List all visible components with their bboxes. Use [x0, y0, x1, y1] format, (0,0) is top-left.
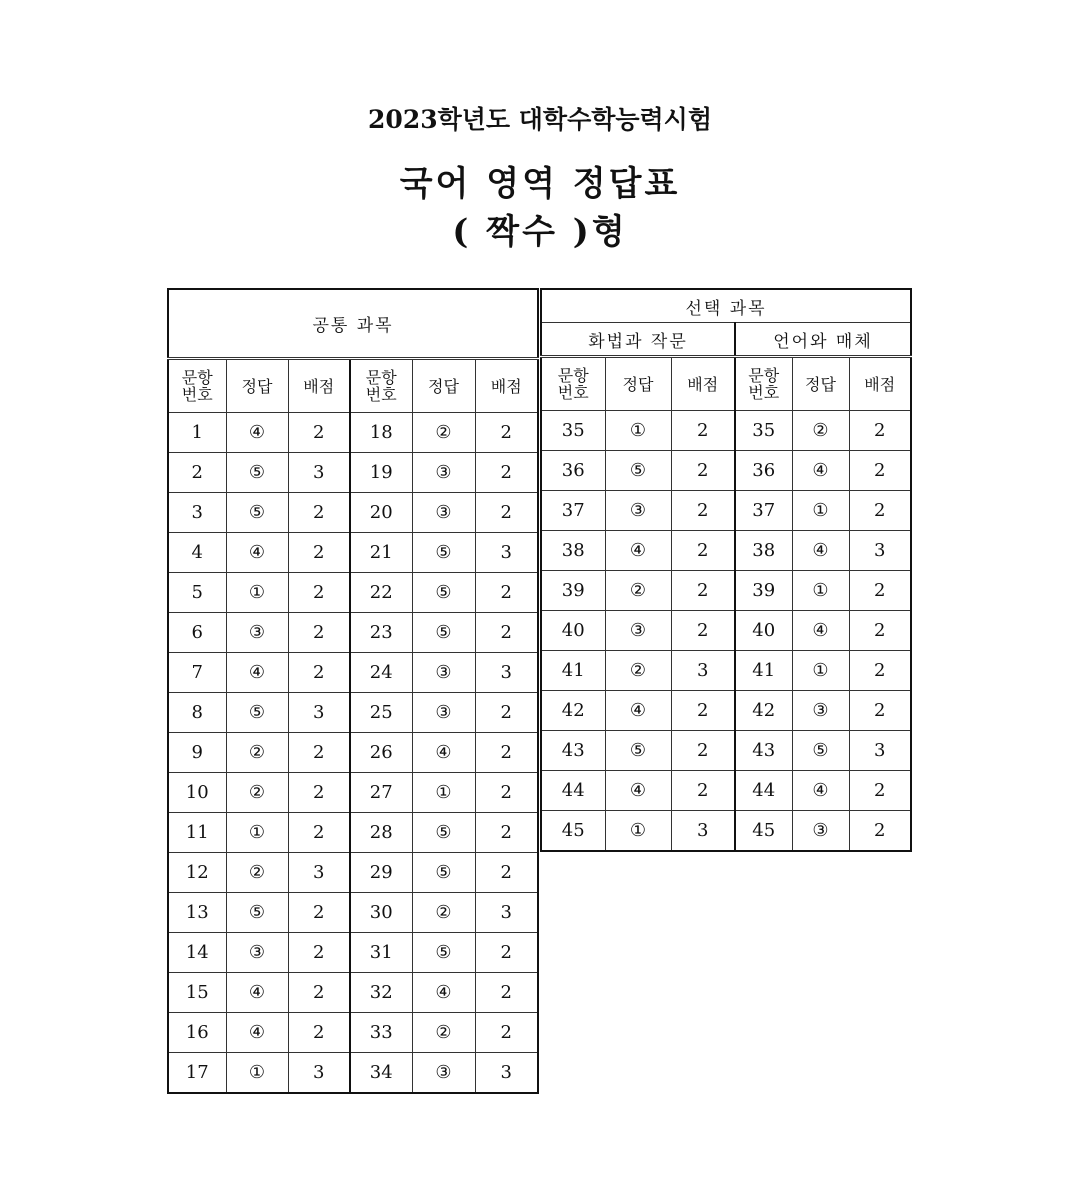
table-row	[541, 411, 911, 451]
answer-cell: ②	[605, 651, 671, 691]
elective-section-label: 선택 과목	[541, 289, 911, 323]
question-number: 17	[168, 1053, 226, 1094]
answer-cell: ⑤	[412, 933, 475, 973]
question-number: 38	[541, 531, 605, 571]
points-cell: 2	[849, 651, 911, 691]
points-cell: 2	[288, 933, 350, 973]
points-cell: 2	[288, 1013, 350, 1053]
answer-cell: ⑤	[412, 613, 475, 653]
question-number: 43	[541, 731, 605, 771]
points-cell: 2	[475, 1013, 538, 1053]
points-cell: 2	[671, 531, 735, 571]
points-cell: 2	[671, 691, 735, 731]
points-cell: 3	[288, 693, 350, 733]
points-cell: 2	[849, 811, 911, 852]
elective-subject-speech-writing: 화법과 작문	[541, 323, 735, 357]
answer-cell: ①	[792, 491, 849, 531]
points-cell: 3	[288, 1053, 350, 1094]
question-number: 8	[168, 693, 226, 733]
answer-cell: ③	[792, 691, 849, 731]
question-number: 30	[350, 893, 412, 933]
question-number: 38	[735, 531, 792, 571]
question-number: 42	[541, 691, 605, 731]
answer-cell: ②	[226, 733, 288, 773]
table-row	[168, 693, 538, 733]
question-number: 10	[168, 773, 226, 813]
question-number: 16	[168, 1013, 226, 1053]
question-number: 45	[735, 811, 792, 852]
question-number: 22	[350, 573, 412, 613]
answer-cell: ③	[605, 491, 671, 531]
answer-cell: ③	[792, 811, 849, 852]
question-number: 36	[735, 451, 792, 491]
question-number: 25	[350, 693, 412, 733]
points-cell: 3	[849, 731, 911, 771]
question-number: 39	[735, 571, 792, 611]
question-number: 3	[168, 493, 226, 533]
question-number: 40	[541, 611, 605, 651]
points-cell: 2	[475, 773, 538, 813]
table-row	[168, 573, 538, 613]
elective-subject-language-media: 언어와 매체	[735, 323, 911, 357]
points-cell: 2	[475, 693, 538, 733]
points-cell: 2	[288, 773, 350, 813]
points-cell: 2	[849, 491, 911, 531]
points-cell: 3	[475, 533, 538, 573]
points-cell: 2	[288, 573, 350, 613]
question-number: 1	[168, 413, 226, 453]
answer-cell: ⑤	[605, 731, 671, 771]
column-header-answer: 정답	[605, 357, 671, 411]
answer-cell: ①	[605, 411, 671, 451]
answer-cell: ②	[226, 853, 288, 893]
answer-cell: ②	[605, 571, 671, 611]
question-number: 12	[168, 853, 226, 893]
answer-cell: ②	[226, 773, 288, 813]
answer-cell: ⑤	[412, 813, 475, 853]
points-cell: 2	[475, 733, 538, 773]
question-number: 15	[168, 973, 226, 1013]
table-row	[168, 893, 538, 933]
answer-cell: ①	[792, 651, 849, 691]
answer-cell: ①	[792, 571, 849, 611]
column-header-number: 문항 번호	[168, 359, 226, 413]
question-number: 7	[168, 653, 226, 693]
answer-cell: ⑤	[226, 493, 288, 533]
question-number: 27	[350, 773, 412, 813]
points-cell: 2	[475, 493, 538, 533]
table-row	[541, 571, 911, 611]
subject-title: 국어 영역 정답표	[399, 164, 681, 204]
points-cell: 2	[849, 411, 911, 451]
question-number: 34	[350, 1053, 412, 1094]
answer-cell: ④	[792, 531, 849, 571]
answer-cell: ①	[605, 811, 671, 852]
question-number: 24	[350, 653, 412, 693]
answer-cell: ④	[605, 691, 671, 731]
column-header-answer: 정답	[792, 357, 849, 411]
question-number: 42	[735, 691, 792, 731]
question-number: 23	[350, 613, 412, 653]
points-cell: 3	[475, 1053, 538, 1094]
question-number: 41	[541, 651, 605, 691]
column-header-points: 배점	[288, 359, 350, 413]
answer-cell: ⑤	[226, 893, 288, 933]
table-row	[168, 453, 538, 493]
table-row	[168, 493, 538, 533]
table-row	[541, 771, 911, 811]
points-cell: 2	[849, 571, 911, 611]
points-cell: 2	[475, 813, 538, 853]
answer-cell: ②	[412, 893, 475, 933]
column-header-number: 문항 번호	[541, 357, 605, 411]
points-cell: 2	[475, 973, 538, 1013]
answer-cell: ①	[226, 1053, 288, 1094]
common-answer-table	[167, 288, 539, 1094]
points-cell: 2	[671, 731, 735, 771]
points-cell: 2	[288, 493, 350, 533]
table-row	[168, 1053, 538, 1094]
points-cell: 2	[849, 451, 911, 491]
answer-cell: ⑤	[226, 453, 288, 493]
answer-cell: ④	[792, 771, 849, 811]
table-row	[168, 813, 538, 853]
answer-cell: ④	[412, 733, 475, 773]
answer-cell: ⑤	[412, 533, 475, 573]
answer-cell: ④	[792, 451, 849, 491]
question-number: 40	[735, 611, 792, 651]
column-header-points: 배점	[849, 357, 911, 411]
table-row	[541, 811, 911, 852]
answer-cell: ③	[605, 611, 671, 651]
points-cell: 2	[475, 613, 538, 653]
points-cell: 2	[288, 653, 350, 693]
points-cell: 2	[475, 573, 538, 613]
answer-cell: ③	[226, 933, 288, 973]
column-header-number: 문항 번호	[735, 357, 792, 411]
question-number: 44	[735, 771, 792, 811]
answer-cell: ③	[412, 653, 475, 693]
table-row	[168, 773, 538, 813]
question-number: 26	[350, 733, 412, 773]
answer-cell: ③	[412, 493, 475, 533]
table-row	[168, 933, 538, 973]
points-cell: 2	[288, 893, 350, 933]
question-number: 44	[541, 771, 605, 811]
answer-cell: ③	[412, 1053, 475, 1094]
column-header-answer: 정답	[226, 359, 288, 413]
answer-cell: ②	[792, 411, 849, 451]
table-row	[168, 413, 538, 453]
question-number: 4	[168, 533, 226, 573]
column-header-points: 배점	[671, 357, 735, 411]
question-number: 19	[350, 453, 412, 493]
question-number: 28	[350, 813, 412, 853]
points-cell: 2	[671, 411, 735, 451]
question-number: 39	[541, 571, 605, 611]
points-cell: 3	[849, 531, 911, 571]
table-row	[168, 853, 538, 893]
points-cell: 2	[671, 571, 735, 611]
question-number: 9	[168, 733, 226, 773]
table-row	[168, 1013, 538, 1053]
common-rows	[168, 413, 538, 1094]
question-number: 29	[350, 853, 412, 893]
answer-cell: ④	[226, 653, 288, 693]
points-cell: 2	[475, 933, 538, 973]
column-header-points: 배점	[475, 359, 538, 413]
table-row	[168, 733, 538, 773]
common-section-label: 공통 과목	[168, 289, 538, 359]
points-cell: 3	[475, 893, 538, 933]
answer-cell: ④	[226, 533, 288, 573]
points-cell: 2	[475, 853, 538, 893]
question-number: 20	[350, 493, 412, 533]
table-row	[541, 611, 911, 651]
elective-answer-table	[540, 288, 912, 852]
table-row	[541, 691, 911, 731]
table-row	[168, 533, 538, 573]
answer-cell: ②	[412, 413, 475, 453]
points-cell: 2	[475, 453, 538, 493]
table-row	[168, 653, 538, 693]
answer-cell: ②	[412, 1013, 475, 1053]
points-cell: 3	[288, 453, 350, 493]
points-cell: 2	[288, 733, 350, 773]
points-cell: 2	[288, 973, 350, 1013]
question-number: 31	[350, 933, 412, 973]
question-number: 32	[350, 973, 412, 1013]
answer-cell: ⑤	[792, 731, 849, 771]
table-row	[168, 973, 538, 1013]
points-cell: 3	[671, 651, 735, 691]
answer-cell: ③	[412, 693, 475, 733]
question-number: 13	[168, 893, 226, 933]
answer-cell: ④	[792, 611, 849, 651]
column-header-number: 문항 번호	[350, 359, 412, 413]
answer-cell: ①	[226, 813, 288, 853]
points-cell: 2	[671, 771, 735, 811]
answer-cell: ①	[412, 773, 475, 813]
answer-cell: ④	[605, 531, 671, 571]
points-cell: 2	[671, 611, 735, 651]
points-cell: 2	[288, 613, 350, 653]
column-header-answer: 정답	[412, 359, 475, 413]
answer-cell: ④	[226, 1013, 288, 1053]
answer-cell: ③	[412, 453, 475, 493]
question-number: 33	[350, 1013, 412, 1053]
table-row	[541, 731, 911, 771]
points-cell: 3	[671, 811, 735, 852]
answer-cell: ③	[226, 613, 288, 653]
points-cell: 2	[849, 611, 911, 651]
table-row	[168, 613, 538, 653]
answer-cell: ④	[226, 973, 288, 1013]
answer-cell: ④	[226, 413, 288, 453]
question-number: 41	[735, 651, 792, 691]
answer-cell: ④	[605, 771, 671, 811]
question-number: 43	[735, 731, 792, 771]
points-cell: 3	[288, 853, 350, 893]
answer-cell: ⑤	[412, 573, 475, 613]
question-number: 11	[168, 813, 226, 853]
question-number: 6	[168, 613, 226, 653]
question-number: 36	[541, 451, 605, 491]
elective-rows	[541, 411, 911, 852]
question-number: 18	[350, 413, 412, 453]
table-row	[541, 491, 911, 531]
points-cell: 2	[288, 533, 350, 573]
answer-cell: ⑤	[605, 451, 671, 491]
table-row	[541, 531, 911, 571]
points-cell: 2	[849, 771, 911, 811]
points-cell: 2	[849, 691, 911, 731]
question-number: 21	[350, 533, 412, 573]
answer-cell: ④	[412, 973, 475, 1013]
points-cell: 2	[288, 413, 350, 453]
question-number: 2	[168, 453, 226, 493]
question-number: 35	[541, 411, 605, 451]
points-cell: 3	[475, 653, 538, 693]
question-number: 14	[168, 933, 226, 973]
question-number: 37	[541, 491, 605, 531]
question-number: 35	[735, 411, 792, 451]
question-number: 45	[541, 811, 605, 852]
question-number: 5	[168, 573, 226, 613]
points-cell: 2	[671, 451, 735, 491]
exam-title: 2023학년도 대학수학능력시험	[368, 105, 712, 134]
answer-cell: ⑤	[412, 853, 475, 893]
table-row	[541, 451, 911, 491]
answer-cell: ①	[226, 573, 288, 613]
table-row	[541, 651, 911, 691]
form-type: ( 짝수 )형	[452, 212, 628, 252]
points-cell: 2	[671, 491, 735, 531]
answer-cell: ⑤	[226, 693, 288, 733]
question-number: 37	[735, 491, 792, 531]
points-cell: 2	[288, 813, 350, 853]
points-cell: 2	[475, 413, 538, 453]
